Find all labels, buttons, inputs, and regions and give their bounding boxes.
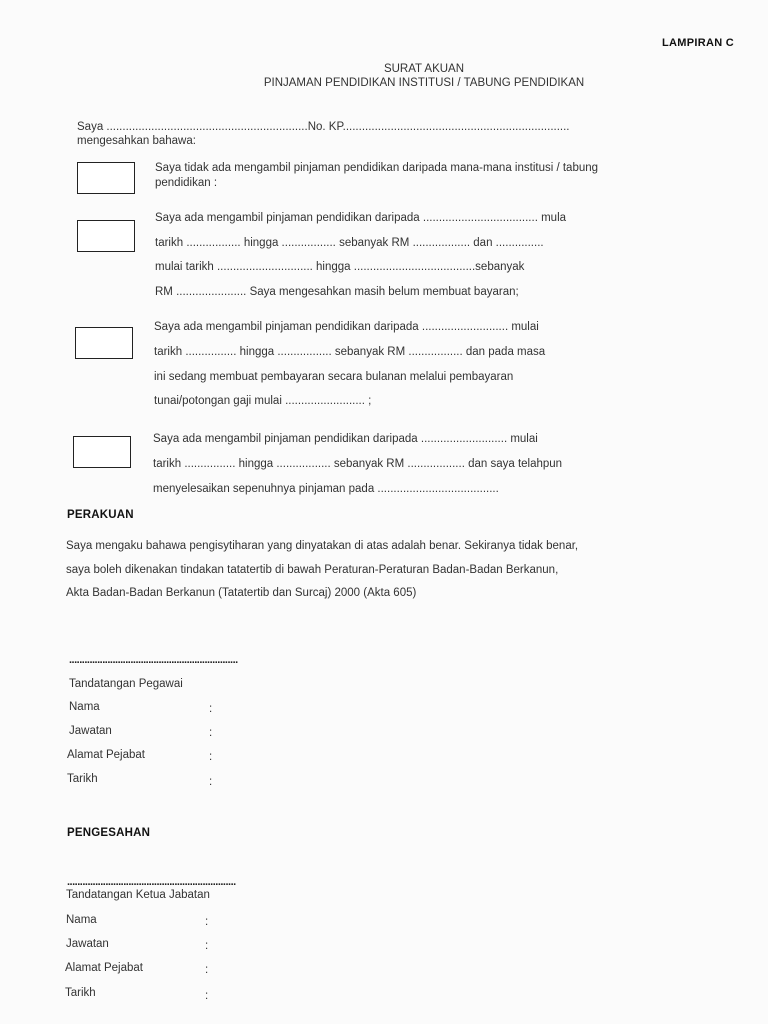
pegawai-signature-line[interactable]: .................................................................. bbox=[69, 654, 238, 666]
pegawai-field-label: Alamat Pejabat bbox=[67, 749, 145, 761]
perakuan-heading: PERAKUAN bbox=[67, 509, 134, 521]
perakuan-text-line: Saya mengaku bahawa pengisytiharan yang dinyatakan di atas adalah benar. Sekiranya tidak benar, bbox=[66, 540, 579, 552]
option-4-text-line: Saya ada mengambil pinjaman pendidikan daripada ........................... mulai bbox=[153, 433, 538, 445]
option-3-text-line: tarikh ................ hingga ................. sebanyak RM ................. dan pada masa bbox=[154, 346, 546, 358]
ketua-field-label: Jawatan bbox=[66, 938, 109, 950]
pengesahan-heading: PENGESAHAN bbox=[67, 827, 151, 839]
pegawai-field-colon: : bbox=[209, 703, 213, 715]
option-1-text-line: Saya tidak ada mengambil pinjaman pendidikan daripada mana-mana institusi / tabung bbox=[155, 162, 599, 174]
perakuan-text-line: Akta Badan-Badan Berkanun (Tatatertib dan Surcaj) 2000 (Akta 605) bbox=[66, 587, 417, 599]
ketua-field-label: Tarikh bbox=[65, 987, 96, 999]
pegawai-field-label: Tarikh bbox=[67, 773, 98, 785]
option-2-text-line: Saya ada mengambil pinjaman pendidikan daripada .................................... mula bbox=[155, 212, 567, 224]
option-2-text-line: RM ...................... Saya mengesahkan masih belum membuat bayaran; bbox=[155, 286, 519, 298]
perakuan-text-line: saya boleh dikenakan tindakan tatatertib di bawah Peraturan-Peraturan Badan-Badan Berkanun, bbox=[66, 564, 559, 576]
pegawai-field-label: Nama bbox=[69, 701, 100, 713]
lampiran-label: LAMPIRAN C bbox=[662, 37, 735, 49]
ketua-signature-label: Tandatangan Ketua Jabatan bbox=[66, 889, 210, 901]
pegawai-field-colon: : bbox=[209, 751, 213, 763]
form-title: SURAT AKUAN bbox=[383, 63, 465, 75]
form-subtitle: PINJAMAN PENDIDIKAN INSTITUSI / TABUNG PENDIDIKAN bbox=[263, 77, 585, 89]
option-3-text-line: Saya ada mengambil pinjaman pendidikan daripada ........................... mulai bbox=[154, 321, 539, 333]
ketua-signature-line[interactable]: .................................................................. bbox=[67, 876, 236, 888]
option-4-text-line: menyelesaikan sepenuhnya pinjaman pada ...................................... bbox=[153, 483, 499, 495]
ketua-field-label: Nama bbox=[66, 914, 97, 926]
pegawai-field-colon: : bbox=[209, 727, 213, 739]
pegawai-field-colon: : bbox=[209, 776, 213, 788]
intro-name-ic-line[interactable]: Saya ...............................................................No. KP....................................................................... bbox=[77, 121, 570, 133]
option-1-checkbox[interactable] bbox=[77, 162, 135, 194]
option-2-checkbox[interactable] bbox=[77, 220, 135, 252]
intro-confirm-text: mengesahkan bahawa: bbox=[77, 135, 196, 147]
option-3-text-line: ini sedang membuat pembayaran secara bulanan melalui pembayaran bbox=[154, 371, 514, 383]
option-4-checkbox[interactable] bbox=[73, 436, 131, 468]
ketua-field-colon: : bbox=[205, 940, 209, 952]
ketua-field-label: Alamat Pejabat bbox=[65, 962, 143, 974]
option-2-text-line: mulai tarikh .............................. hingga ......................................sebanyak bbox=[155, 261, 525, 273]
option-4-text-line: tarikh ................ hingga ................. sebanyak RM .................. dan saya telahpun bbox=[153, 458, 563, 470]
option-3-checkbox[interactable] bbox=[75, 327, 133, 359]
option-2-text-line: tarikh ................. hingga ................. sebanyak RM .................. dan ............... bbox=[155, 237, 544, 249]
pegawai-field-label: Jawatan bbox=[69, 725, 112, 737]
option-3-text-line: tunai/potongan gaji mulai ......................... ; bbox=[154, 395, 372, 407]
pegawai-signature-label: Tandatangan Pegawai bbox=[69, 678, 183, 690]
ketua-field-colon: : bbox=[205, 964, 209, 976]
ketua-field-colon: : bbox=[205, 990, 209, 1002]
option-1-text-line: pendidikan : bbox=[155, 177, 218, 189]
ketua-field-colon: : bbox=[205, 916, 209, 928]
